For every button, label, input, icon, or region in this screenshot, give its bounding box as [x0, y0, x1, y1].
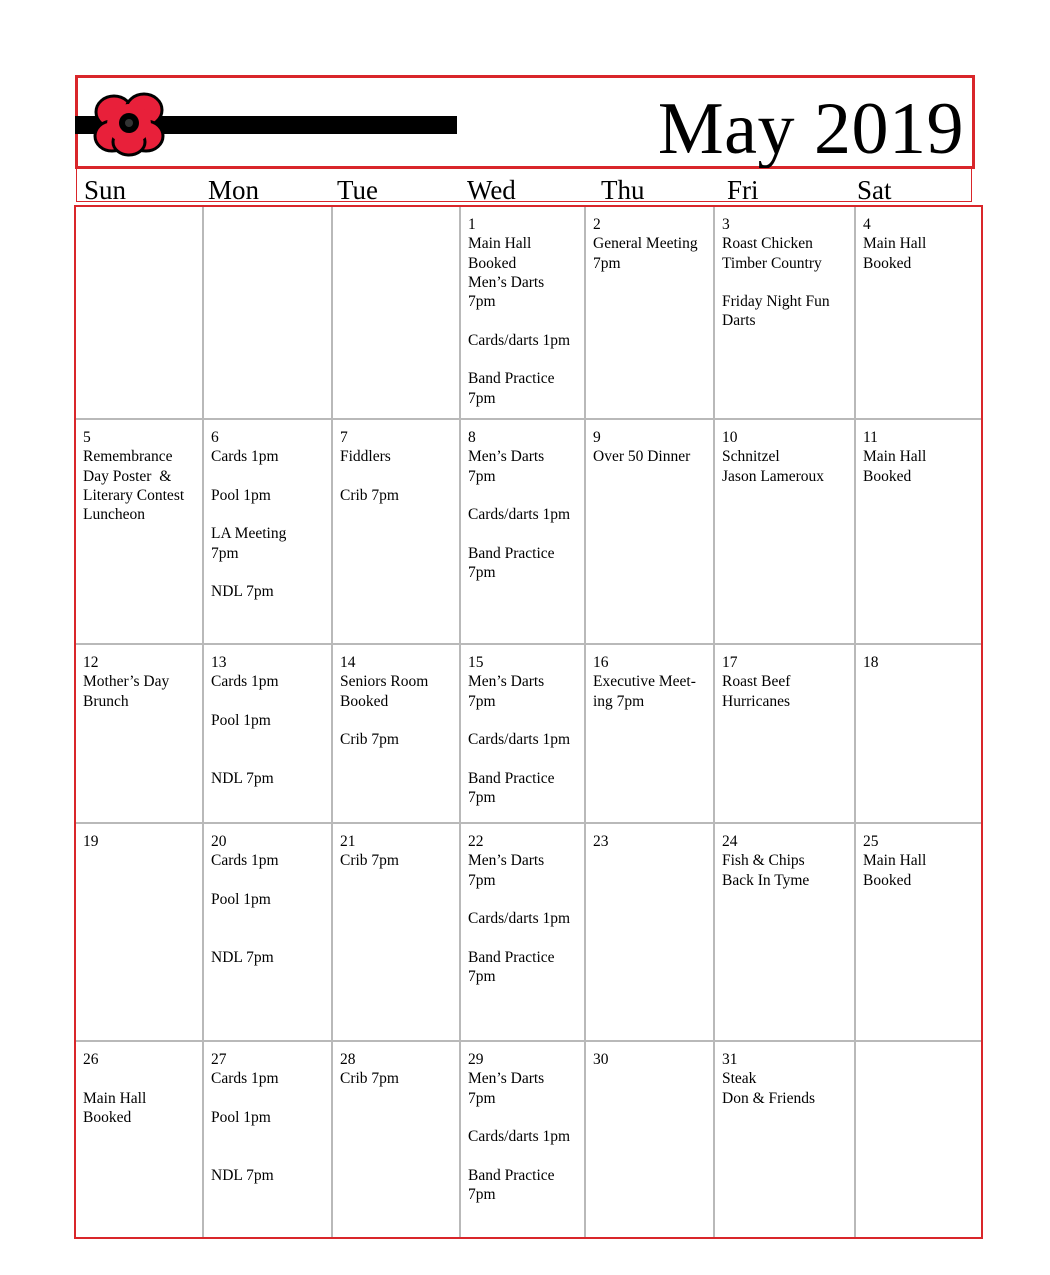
day-events: Fish & Chips Back In Tyme — [722, 852, 810, 889]
day-number: 14 — [340, 654, 356, 671]
day-events: Steak Don & Friends — [722, 1070, 815, 1107]
day-cell — [76, 207, 202, 418]
day-number: 31 — [722, 1051, 738, 1068]
day-cell — [204, 207, 331, 418]
day-cell — [76, 824, 202, 1040]
day-number: 10 — [722, 429, 738, 446]
day-number: 21 — [340, 833, 356, 850]
day-cell — [856, 1042, 981, 1237]
day-events: Crib 7pm — [340, 852, 399, 870]
month-title: May 2019 — [657, 88, 964, 170]
day-number: 3 — [722, 216, 730, 233]
day-events: Cards 1pm Pool 1pm NDL 7pm — [211, 673, 279, 787]
day-cell — [586, 207, 713, 418]
day-cell — [333, 420, 459, 643]
day-number: 18 — [863, 654, 879, 671]
day-events: Men’s Darts 7pm Cards/darts 1pm Band Practice 7pm — [468, 1070, 571, 1204]
day-cell — [76, 1042, 202, 1237]
day-number: 2 — [593, 216, 601, 233]
day-cell — [204, 420, 331, 643]
day-cell — [856, 420, 981, 643]
day-cell — [856, 207, 981, 418]
day-cell — [586, 645, 713, 822]
day-cell — [76, 645, 202, 822]
day-number: 29 — [468, 1051, 484, 1068]
day-events: Crib 7pm — [340, 1070, 399, 1088]
dow-wed: Wed — [467, 175, 516, 205]
day-events: Cards 1pm Pool 1pm NDL 7pm — [211, 852, 279, 966]
day-cell — [715, 824, 854, 1040]
day-cell — [333, 824, 459, 1040]
day-cell — [333, 207, 459, 418]
day-cell — [461, 824, 584, 1040]
day-number: 22 — [468, 833, 484, 850]
day-number: 23 — [593, 833, 609, 850]
day-events: Main Hall Booked — [863, 852, 927, 889]
day-events: Fiddlers Crib 7pm — [340, 448, 399, 504]
dow-thu: Thu — [601, 175, 645, 205]
day-cell — [461, 645, 584, 822]
day-number: 12 — [83, 654, 99, 671]
day-number: 19 — [83, 833, 99, 850]
day-events: Main Hall Booked Men’s Darts 7pm Cards/darts 1pm Band Practice 7pm — [468, 235, 571, 407]
day-number: 27 — [211, 1051, 227, 1068]
day-cell — [715, 645, 854, 822]
day-number: 13 — [211, 654, 227, 671]
calendar-grid — [74, 205, 983, 1239]
day-number: 17 — [722, 654, 738, 671]
day-cell — [461, 1042, 584, 1237]
day-cell — [715, 207, 854, 418]
day-number: 15 — [468, 654, 484, 671]
day-cell — [333, 645, 459, 822]
day-number: 25 — [863, 833, 879, 850]
day-number: 16 — [593, 654, 609, 671]
day-cell — [586, 1042, 713, 1237]
day-number: 4 — [863, 216, 871, 233]
day-cell — [461, 420, 584, 643]
day-number: 6 — [211, 429, 219, 446]
day-events: Over 50 Dinner — [593, 448, 691, 466]
day-cell — [856, 824, 981, 1040]
day-events: Men’s Darts 7pm Cards/darts 1pm Band Practice 7pm — [468, 673, 571, 807]
day-number: 30 — [593, 1051, 609, 1068]
day-cell — [715, 420, 854, 643]
day-number: 26 — [83, 1051, 99, 1068]
day-events: Executive Meet- ing 7pm — [593, 673, 696, 710]
day-cell — [204, 1042, 331, 1237]
day-number: 7 — [340, 429, 348, 446]
day-cell — [333, 1042, 459, 1237]
day-number: 1 — [468, 216, 476, 233]
day-cell — [586, 824, 713, 1040]
day-cell — [76, 420, 202, 643]
dow-mon: Mon — [208, 175, 260, 205]
day-events: Main Hall Booked — [863, 448, 927, 485]
day-events: Cards 1pm Pool 1pm NDL 7pm — [211, 1070, 279, 1184]
dow-fri: Fri — [727, 175, 759, 205]
day-events: Cards 1pm Pool 1pm LA Meeting 7pm NDL 7pm — [211, 448, 287, 601]
day-of-week-header — [76, 168, 972, 205]
day-cell — [204, 824, 331, 1040]
day-number: 28 — [340, 1051, 356, 1068]
day-events: Men’s Darts 7pm Cards/darts 1pm Band Practice 7pm — [468, 448, 571, 582]
day-cell — [204, 645, 331, 822]
day-cell — [856, 645, 981, 822]
day-events: Remembrance Day Poster & Literary Contest Luncheon — [83, 448, 185, 524]
day-cell — [715, 1042, 854, 1237]
day-events: Schnitzel Jason Lameroux — [722, 448, 825, 485]
day-events: Main Hall Booked — [863, 235, 927, 272]
dow-sat: Sat — [857, 175, 892, 205]
day-number: 11 — [863, 429, 878, 446]
day-cell — [461, 207, 584, 418]
day-events: Men’s Darts 7pm Cards/darts 1pm Band Practice 7pm — [468, 852, 571, 986]
dow-tue: Tue — [337, 175, 379, 205]
day-events: Seniors Room Booked Crib 7pm — [340, 673, 429, 749]
day-events: Main Hall Booked — [83, 1089, 147, 1126]
day-events: Roast Chicken Timber Country Friday Night Fun Darts — [722, 235, 830, 330]
dow-sun: Sun — [84, 175, 127, 205]
day-number: 24 — [722, 833, 738, 850]
day-events: Roast Beef Hurricanes — [722, 673, 791, 710]
poppy-icon — [92, 90, 168, 158]
day-number: 8 — [468, 429, 476, 446]
day-events: General Meeting 7pm — [593, 235, 698, 272]
day-number: 20 — [211, 833, 227, 850]
day-number: 9 — [593, 429, 601, 446]
day-cell — [586, 420, 713, 643]
day-events: Mother’s Day Brunch — [83, 673, 170, 710]
day-number: 5 — [83, 429, 91, 446]
